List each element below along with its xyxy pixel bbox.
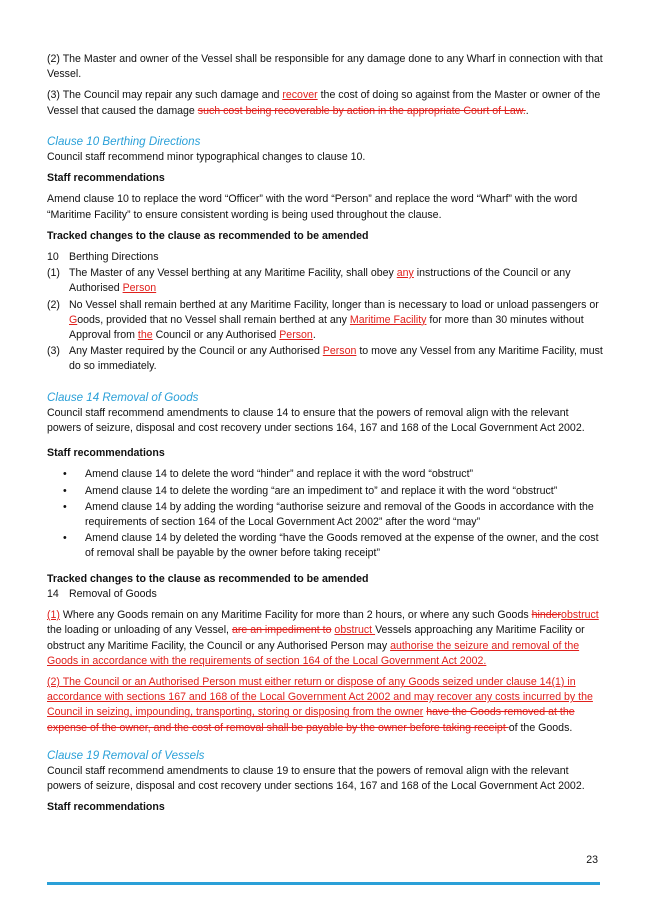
footer-rule xyxy=(47,882,600,885)
clause-19-heading: Clause 19 Removal of Vessels xyxy=(47,748,205,762)
clause-10-item-3 xyxy=(47,344,603,374)
clause-10-item-1 xyxy=(47,266,603,296)
list-item: • Amend clause 14 by adding the wording “authorise seizure and removal of the Goods in accordance with the requirements of section 164 of the Local Government Act 2002” after the word “may” xyxy=(47,500,603,530)
text-run: instructions of the Council or any Authorised xyxy=(69,267,571,295)
text-run: No Vessel shall remain berthed at any Maritime Facility, longer than is necessary to load or unload passengers or xyxy=(69,298,599,311)
clause-14-recommendation-list xyxy=(47,467,603,561)
inserted-text: obstruct xyxy=(334,624,376,637)
deleted-text: such cost being recoverable by action in the appropriate Court of Law. xyxy=(197,104,526,117)
inserted-text: Maritime Facility xyxy=(349,313,427,326)
item-number: (1) xyxy=(47,267,60,280)
text-run: . xyxy=(525,104,529,117)
clause-10-staff-text: Amend clause 10 to replace the word “Officer” with the word “Person” and replace the word “Wharf” with the word “Maritime Facility” to ensure consistent wording is being used throughout the clause. xyxy=(47,193,578,221)
inserted-text: the xyxy=(137,329,153,342)
deleted-text: have the Goods removed at the expense of the owner, and the cost of removal shall be payable by the owner before taking receipt xyxy=(47,706,575,734)
clause-title: Berthing Directions xyxy=(69,251,159,264)
clause-14-subclause-1 xyxy=(47,608,603,669)
inserted-text: any xyxy=(396,267,414,280)
text-run: Council or any Authorised xyxy=(152,329,280,342)
inserted-text: authorise the seizure and removal of the Goods in accordance with the requirements of section 164 of the Local Government Act 2002. xyxy=(47,639,580,667)
document-body xyxy=(47,52,603,822)
page-number: 23 xyxy=(586,854,598,866)
text-run: the loading or unloading of any Vessel, xyxy=(47,624,232,637)
text-run: Any Master required by the Council or any Authorised xyxy=(69,345,323,358)
clause-14-intro: Council staff recommend amendments to clause 14 to ensure that the powers of removal align with the relevant powers of seizure, disposal and cost recovery under sections 164, 167 and 168 of the Local Government Act 2002. xyxy=(47,406,585,435)
clause-10-title xyxy=(47,250,603,265)
clause-14-title xyxy=(47,587,603,602)
clause-14-staff-label: Staff recommendations xyxy=(47,447,165,460)
inserted-text: G xyxy=(69,313,78,326)
inserted-text: Person xyxy=(322,345,357,358)
clause-10-tracked-label: Tracked changes to the clause as recommended to be amended xyxy=(47,229,369,242)
clause-14-subclause-2 xyxy=(47,675,603,736)
item-text xyxy=(69,298,603,344)
item-text xyxy=(69,344,603,374)
text-run: oods, provided that no Vessel shall remain berthed at any xyxy=(77,313,350,326)
clause-number: 14 xyxy=(47,587,59,600)
item-text xyxy=(69,266,603,296)
clause-14-tracked-label: Tracked changes to the clause as recommended to be amended xyxy=(47,572,369,585)
clause-14-heading: Clause 14 Removal of Goods xyxy=(47,390,199,404)
inserted-text: (2) The Council or an Authorised Person must either return or dispose of any Goods seized under clause 14(1) in accordance with sections 167 and 168 of the Local Government Act 2002 and may recover any costs incurred by the Council in seizing, impounding, transporting, storing or disposing from the owner xyxy=(47,675,593,719)
deleted-text: are an impediment to xyxy=(231,624,332,637)
text-run: (3) The Council may repair any such damage and xyxy=(47,89,283,102)
item-number: (3) xyxy=(47,345,60,358)
paragraph-repair-damage xyxy=(47,88,603,118)
inserted-text: Person xyxy=(279,329,313,342)
text-run: Vessels approaching any Maritime Facility or obstruct any Maritime Facility, the Council or any Authorised Person may xyxy=(47,624,585,652)
inserted-text: Person xyxy=(122,282,157,295)
clause-10-staff-label: Staff recommendations xyxy=(47,172,165,185)
clause-10-item-2 xyxy=(47,298,603,344)
inserted-text: recover xyxy=(282,89,318,102)
list-item: • Amend clause 14 to delete the wording “are an impediment to” and replace it with the word “obstruct” xyxy=(47,484,603,499)
paragraph-damage-responsibility: (2) The Master and owner of the Vessel shall be responsible for any damage done to any Wharf in connection with that Vessel. xyxy=(47,53,603,81)
clause-number: 10 xyxy=(47,251,59,264)
clause-10-heading: Clause 10 Berthing Directions xyxy=(47,134,201,148)
text-run: for more than 30 minutes without Approval from xyxy=(69,313,584,342)
inserted-text: (1) xyxy=(47,609,60,622)
clause-19-intro: Council staff recommend amendments to clause 19 to ensure that the powers of removal align with the relevant powers of seizure, disposal and cost recovery under sections 164, 167 and 168 of the Local Government Act 2002. xyxy=(47,764,585,793)
clause-title: Removal of Goods xyxy=(69,587,157,600)
deleted-text: hinder xyxy=(531,609,562,622)
list-item: • Amend clause 14 by deleted the wording “have the Goods removed at the expense of the owner, and the cost of removal shall be payable by the owner before taking receipt” xyxy=(47,531,603,561)
item-number: (2) xyxy=(47,298,60,311)
clause-10-intro: Council staff recommend minor typographical changes to clause 10. xyxy=(47,151,366,164)
text-run: of the Goods. xyxy=(508,721,573,734)
text-run: . xyxy=(312,329,316,342)
text-run: The Master of any Vessel berthing at any Maritime Facility, shall obey xyxy=(69,267,397,280)
inserted-text: obstruct xyxy=(561,609,599,622)
text-run: Where any Goods remain on any Maritime Facility for more than 2 hours, or where any such Goods xyxy=(59,609,532,622)
text-run: the cost of doing so against from the Master or owner of the Vessel that caused the damage xyxy=(47,89,601,117)
clause-19-staff-label: Staff recommendations xyxy=(47,801,165,814)
text-run: to move any Vessel from any Maritime Facility, must do so immediately. xyxy=(69,345,603,373)
list-item: • Amend clause 14 to delete the word “hinder” and replace it with the word “obstruct” xyxy=(47,467,603,482)
